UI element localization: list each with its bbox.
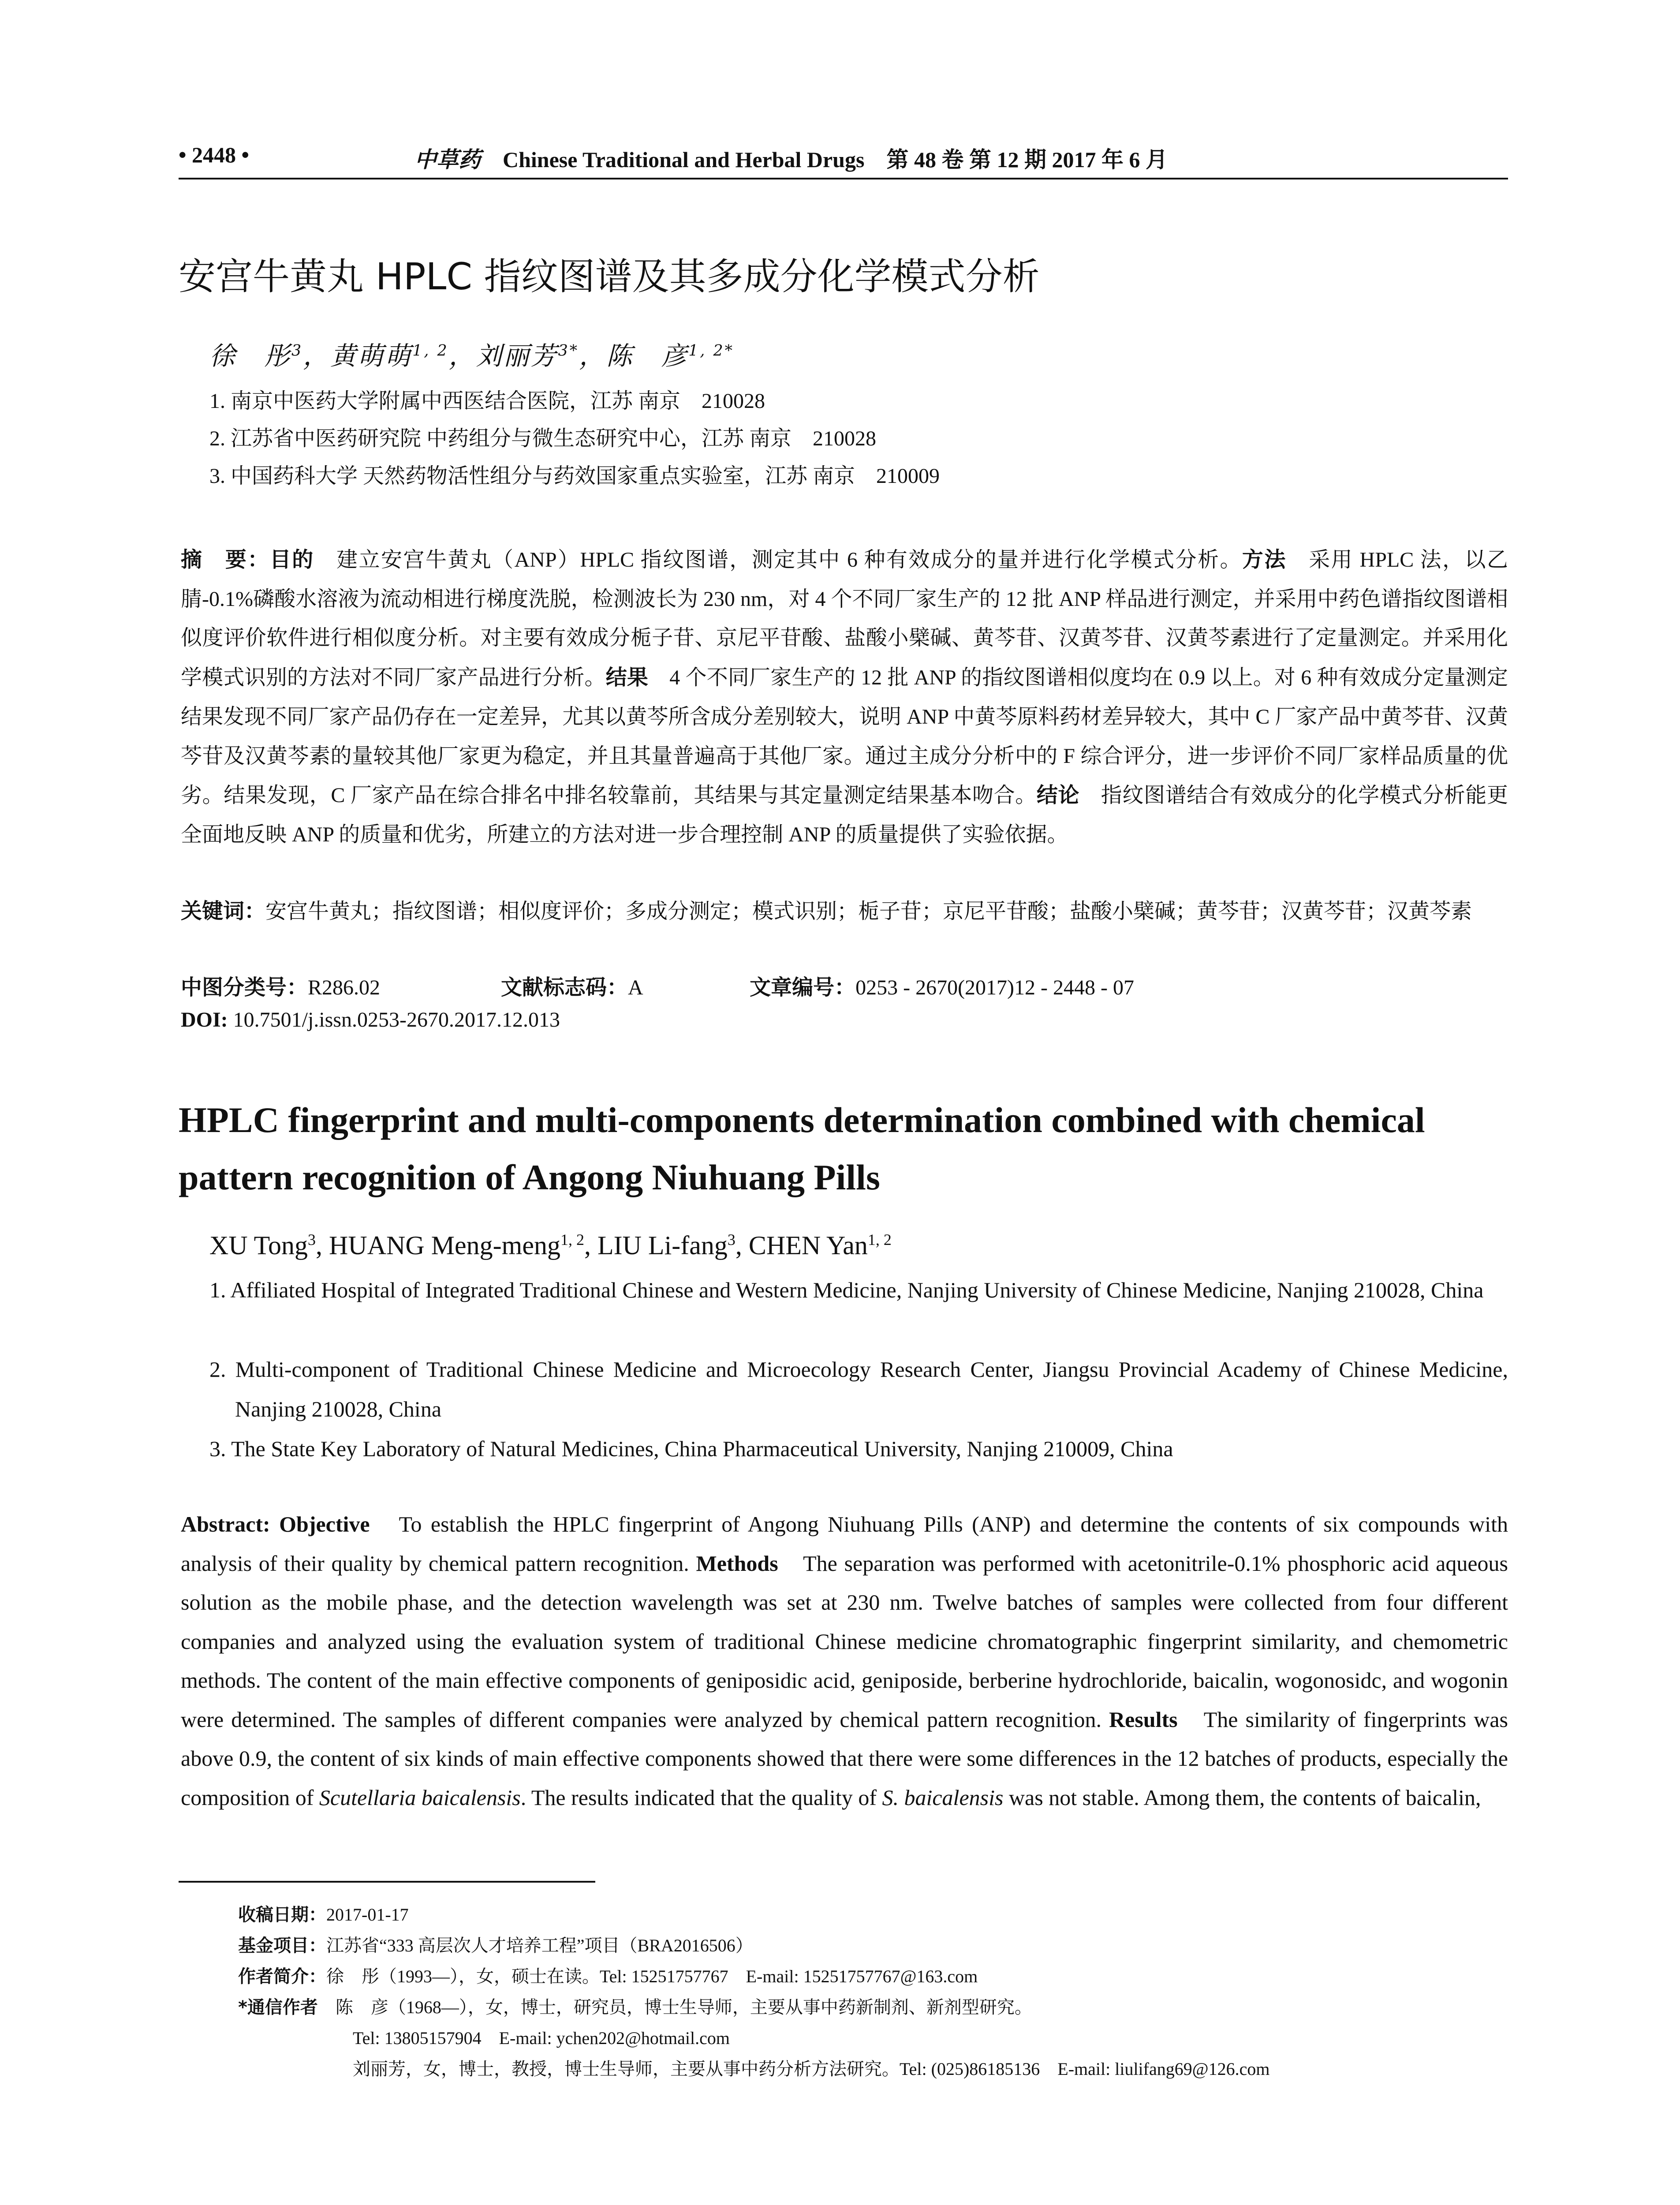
author-sup: 1, 2* xyxy=(688,342,735,360)
author-sup: 1, 2 xyxy=(412,342,449,360)
doc-code-value: A xyxy=(628,976,642,999)
footnote-corresponding xyxy=(238,1993,1032,2018)
author-name: LIU Li-fang xyxy=(597,1231,728,1260)
results-text-c: was not stable. Among them, the contents of baicalin, xyxy=(1003,1785,1481,1810)
doi-line xyxy=(181,1008,560,1032)
corr-value-1: 陈 彦（1968—），女，博士，研究员，博士生导师，主要从事中药新制剂、新剂型研究。 xyxy=(317,1997,1032,2017)
journal-line xyxy=(414,142,1168,174)
english-abstract xyxy=(181,1505,1508,1817)
running-header xyxy=(179,142,1501,177)
english-authors: XU Tong$^3$, HUANG Meng-meng$^{1, 2}$, LIU Li-fang$^3$, CHEN Yan$^{1, 2}$ xyxy=(209,1231,892,1260)
author-name: XU Tong xyxy=(209,1231,308,1260)
chinese-affiliation-1: 1. 南京中医药大学附属中西医结合医院，江苏 南京 210028 xyxy=(209,389,765,413)
bio-label: 作者简介： xyxy=(238,1966,326,1987)
author-sup: 3* xyxy=(558,342,579,360)
methods-label: 方法 xyxy=(1242,547,1287,572)
article-no-value: 0253 - 2670(2017)12 - 2448 - 07 xyxy=(855,976,1134,999)
results-italic-1: Scutellaria baicalensis xyxy=(319,1785,521,1810)
received-value: 2017-01-17 xyxy=(326,1905,409,1925)
author-name: 陈 彦 xyxy=(606,341,689,371)
chinese-authors: 徐 彤$^3$，黄萌萌$^{1, 2}$，刘丽芳$^{3*}$，陈 彦$^{1, 2*}$ xyxy=(209,341,735,371)
fund-value: 江苏省“333 高层次人才培养工程”项目（BRA2016506） xyxy=(326,1936,753,1955)
english-affiliation-3 xyxy=(209,1429,1508,1469)
journal-logo: 中草药 xyxy=(414,146,481,172)
author-name: 黄萌萌 xyxy=(330,341,413,371)
clc-value: R286.02 xyxy=(308,976,381,999)
chinese-keywords xyxy=(181,892,1508,931)
header-divider xyxy=(179,178,1508,179)
chinese-abstract xyxy=(181,540,1508,855)
conclusion-label: 结论 xyxy=(1036,783,1080,808)
results-text-b: . The results indicated that the quality of xyxy=(520,1785,882,1810)
fund-label: 基金项目： xyxy=(238,1936,326,1956)
author-name: 刘丽芳 xyxy=(476,341,558,371)
affiliation-text: 2. Multi-component of Traditional Chinese Medicine and Microecology Research Center, Jiangsu Provincial Academy of Chinese Medicine, Nanjing 210028, China xyxy=(209,1357,1508,1421)
received-label: 收稿日期： xyxy=(238,1905,326,1925)
bio-value: 徐 彤（1993—），女，硕士在读。Tel: 15251757767 E-mail: 15251757767@163.com xyxy=(326,1966,978,1986)
journal-text: Chinese Traditional and Herbal Drugs 第 48 卷 第 12 期 2017 年 6 月 xyxy=(503,147,1168,172)
clc-label: 中图分类号： xyxy=(181,975,308,1000)
footnote-divider xyxy=(179,1881,595,1883)
objective-text: 建立安宫牛黄丸（ANP）HPLC 指纹图谱，测定其中 6 种有效成分的量并进行化学模式分析。 xyxy=(314,548,1242,572)
author-sup: 3 xyxy=(727,1231,735,1248)
objective-text: To establish the HPLC fingerprint of Angong Niuhuang Pills (ANP) and determine the contents of six compounds with analysis of their quality by chemical pattern recognition. xyxy=(181,1512,1508,1576)
results-italic-2: S. baicalensis xyxy=(882,1785,1004,1810)
author-name: HUANG Meng-meng xyxy=(329,1231,560,1260)
results-text: 4 个不同厂家生产的 12 批 ANP 的指纹图谱相似度均在 0.9 以上。对 6 种有效成分定量测定结果发现不同厂家产品仍存在一定差异，尤其以黄芩所含成分差别较大，说明 ANP 中黄芩原料药材差异较大，其中 C 厂家产品中黄芩苷、汉黄芩苷及汉黄芩素的量较其他厂家更为稳定，并且其量普遍高于其他厂家。通过主成分分析中的 F 综合评分，进一步评价不同厂家样品质量的优劣。结果发现，C 厂家产品在综合排名中排名较靠前，其结果与其定量测定结果基本吻合。 xyxy=(181,666,1508,807)
footnote-bio xyxy=(238,1962,978,1988)
author-name: CHEN Yan xyxy=(748,1231,868,1260)
doc-code-label: 文献标志码： xyxy=(501,975,628,1000)
abstract-label: Abstract: xyxy=(181,1512,270,1536)
article-no-label: 文章编号： xyxy=(750,975,856,1000)
conclusion-text: 指纹图谱结合有效成分的化学模式分析能更全面地反映 ANP 的质量和优劣，所建立的方法对进一步合理控制 ANP 的质量提供了实验依据。 xyxy=(181,784,1508,846)
author-sup: 1, 2 xyxy=(867,1231,892,1248)
methods-label: Methods xyxy=(696,1551,778,1576)
author-name: 徐 彤 xyxy=(209,341,292,371)
author-sup: 1, 2 xyxy=(560,1231,584,1248)
objective-label: 目的 xyxy=(269,547,314,572)
keywords-label: 关键词： xyxy=(181,899,266,923)
author-sup: 3 xyxy=(291,342,303,360)
english-affiliation-2 xyxy=(209,1349,1508,1429)
objective-label: Objective xyxy=(279,1512,370,1536)
abstract-label: 摘 要： xyxy=(181,547,270,572)
english-affiliation-1 xyxy=(209,1270,1508,1310)
methods-text: 采用 HPLC 法，以乙腈-0.1%磷酸水溶液为流动相进行梯度洗脱，检测波长为 230 nm，对 4 个不同厂家生产的 12 批 ANP 样品进行测定，并采用中药色谱指纹图谱相似度评价软件进行相似度分析。对主要有效成分栀子苷、京尼平苷酸、盐酸小檗碱、黄芩苷、汉黄芩苷、汉黄芩素进行了定量测定。并采用化学模式识别的方法对不同厂家产品进行分析。 xyxy=(181,548,1508,690)
chinese-affiliation-3: 3. 中国药科大学 天然药物活性组分与药效国家重点实验室，江苏 南京 210009 xyxy=(209,464,940,488)
results-label: Results xyxy=(1109,1707,1178,1732)
footnote-received xyxy=(238,1901,409,1926)
classification-line xyxy=(181,970,1134,1001)
footnote-corr-contact: Tel: 13805157904 E-mail: ychen202@hotmail.com xyxy=(353,2028,730,2048)
keywords-text: 安宫牛黄丸；指纹图谱；相似度评价；多成分测定；模式识别；栀子苷；京尼平苷酸；盐酸小檗碱；黄芩苷；汉黄芩苷；汉黄芩素 xyxy=(265,900,1472,923)
affiliation-text: 3. The State Key Laboratory of Natural Medicines, China Pharmaceutical University, Nanjing 210009, China xyxy=(209,1436,1173,1461)
corr-label: *通信作者 xyxy=(238,1997,318,2018)
doi-value: 10.7501/j.issn.0253-2670.2017.12.013 xyxy=(233,1008,560,1031)
author-sup: 3 xyxy=(308,1231,316,1248)
results-text-a: The similarity of fingerprints was above 0.9, the content of six kinds of main effective components showed that there were some differences in the 12 batches of products, especially the composition of xyxy=(181,1707,1508,1810)
footnote-fund xyxy=(238,1932,753,1957)
english-title: HPLC fingerprint and multi-components determination combined with chemical pattern recognition of Angong Niuhuang Pills xyxy=(179,1100,1425,1197)
page-number: • 2448 • xyxy=(179,142,250,167)
doi-label: DOI: xyxy=(181,1008,228,1031)
chinese-title: 安宫牛黄丸 HPLC 指纹图谱及其多成分化学模式分析 xyxy=(179,255,1040,298)
results-label: 结果 xyxy=(605,665,649,690)
footnote-corr-second: 刘丽芳，女，博士，教授，博士生导师，主要从事中药分析方法研究。Tel: (025)86185136 E-mail: liulifang69@126.com xyxy=(353,2059,1270,2079)
chinese-affiliation-2: 2. 江苏省中医药研究院 中药组分与微生态研究中心，江苏 南京 210028 xyxy=(209,427,877,450)
affiliation-text: 1. Affiliated Hospital of Integrated Traditional Chinese and Western Medicine, Nanjing University of Chinese Medicine, Nanjing 210028, China xyxy=(209,1278,1484,1302)
methods-text: The separation was performed with acetonitrile-0.1% phosphoric acid aqueous solution as the mobile phase, and the detection wavelength was set at 230 nm. Twelve batches of samples were collected from four different companies and analyzed using the evaluation system of traditional Chinese medicine chromatographic fingerprint similarity, and chemometric methods. The content of the main effective components of geniposidic acid, geniposide, berberine hydrochloride, baicalin, wogonosidc, and wogonin were determined. The samples of different companies were analyzed by chemical pattern recognition. xyxy=(181,1551,1508,1732)
